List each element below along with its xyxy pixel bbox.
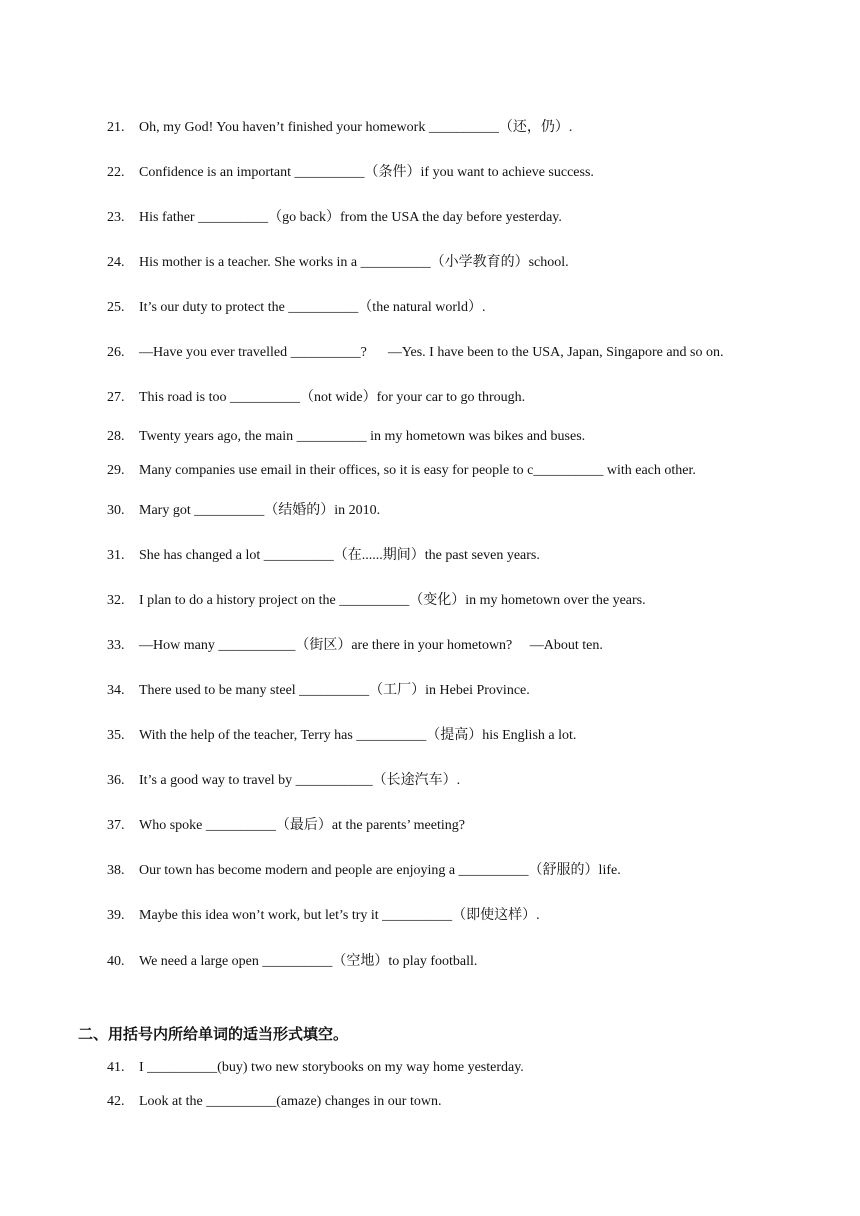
question-number: 38.	[107, 863, 125, 878]
question-number: 28.	[107, 429, 125, 444]
question-item	[107, 389, 820, 407]
question-item	[107, 254, 820, 272]
question-number: 35.	[107, 728, 125, 743]
question-item	[107, 907, 820, 925]
question-number: 26.	[107, 345, 125, 360]
question-number: 23.	[107, 210, 125, 225]
question-text: His father __________（go back）from the USA the day before yesterday.	[139, 210, 562, 225]
question-number: 24.	[107, 255, 125, 270]
question-text: Oh, my God! You haven’t finished your homework __________（还，仍）.	[139, 120, 573, 135]
question-text: I __________(buy) two new storybooks on my way home yesterday.	[139, 1060, 524, 1075]
question-number: 25.	[107, 300, 125, 315]
question-item	[107, 637, 820, 655]
question-text: Confidence is an important __________（条件）if you want to achieve success.	[139, 165, 594, 180]
question-item	[107, 772, 820, 790]
question-text: Who spoke __________（最后）at the parents’ meeting?	[139, 818, 465, 833]
question-item	[107, 727, 820, 745]
question-number: 27.	[107, 390, 125, 405]
question-number: 42.	[107, 1094, 125, 1109]
question-item	[107, 502, 820, 520]
question-text: This road is too __________（not wide）for your car to go through.	[139, 390, 526, 405]
question-item	[107, 344, 820, 362]
question-item	[107, 299, 820, 317]
question-number: 29.	[107, 463, 125, 478]
question-text: Look at the __________(amaze) changes in our town.	[139, 1094, 442, 1109]
question-number: 39.	[107, 908, 125, 923]
question-item	[107, 209, 820, 227]
question-text: His mother is a teacher. She works in a __________（小学教育的）school.	[139, 255, 569, 270]
question-item	[107, 953, 820, 971]
question-item	[107, 817, 820, 835]
question-item	[107, 1093, 820, 1111]
question-item	[107, 592, 820, 610]
question-item	[107, 462, 820, 480]
question-number: 32.	[107, 593, 125, 608]
question-item	[107, 547, 820, 565]
question-number: 41.	[107, 1060, 125, 1075]
question-number: 22.	[107, 165, 125, 180]
question-text: It’s a good way to travel by ___________（长途汽车）.	[139, 773, 461, 788]
question-text: Maybe this idea won’t work, but let’s try it __________（即使这样）.	[139, 908, 540, 923]
question-text: It’s our duty to protect the __________（the natural world）.	[139, 300, 486, 315]
question-text: Twenty years ago, the main __________ in my hometown was bikes and buses.	[139, 429, 586, 444]
question-number: 21.	[107, 120, 125, 135]
question-number: 31.	[107, 548, 125, 563]
question-number: 36.	[107, 773, 125, 788]
question-number: 30.	[107, 503, 125, 518]
question-item	[107, 428, 820, 446]
question-text: Many companies use email in their offices, so it is easy for people to c__________ with each other.	[139, 463, 696, 478]
question-text: I plan to do a history project on the __________（变化）in my hometown over the years.	[139, 593, 646, 608]
question-item	[107, 164, 820, 182]
question-number: 34.	[107, 683, 125, 698]
question-text: She has changed a lot __________（在......期间）the past seven years.	[139, 548, 540, 563]
question-text: Our town has become modern and people are enjoying a __________（舒服的）life.	[139, 863, 621, 878]
question-item	[107, 1059, 820, 1077]
question-number: 33.	[107, 638, 125, 653]
section-heading: 二、用括号内所给单词的适当形式填空。	[78, 1025, 349, 1043]
question-text: We need a large open __________（空地）to play football.	[139, 954, 478, 969]
question-number: 40.	[107, 954, 125, 969]
question-text: —How many ___________（街区）are there in your hometown? —About ten.	[139, 638, 603, 653]
question-text: With the help of the teacher, Terry has __________（提高）his English a lot.	[139, 728, 577, 743]
question-number: 37.	[107, 818, 125, 833]
question-text: —Have you ever travelled __________? —Yes. I have been to the USA, Japan, Singapore and so on.	[139, 345, 724, 360]
question-item	[107, 862, 820, 880]
question-item	[107, 682, 820, 700]
question-text: Mary got __________（结婚的）in 2010.	[139, 503, 381, 518]
question-item	[107, 119, 820, 137]
question-text: There used to be many steel __________（工厂）in Hebei Province.	[139, 683, 530, 698]
